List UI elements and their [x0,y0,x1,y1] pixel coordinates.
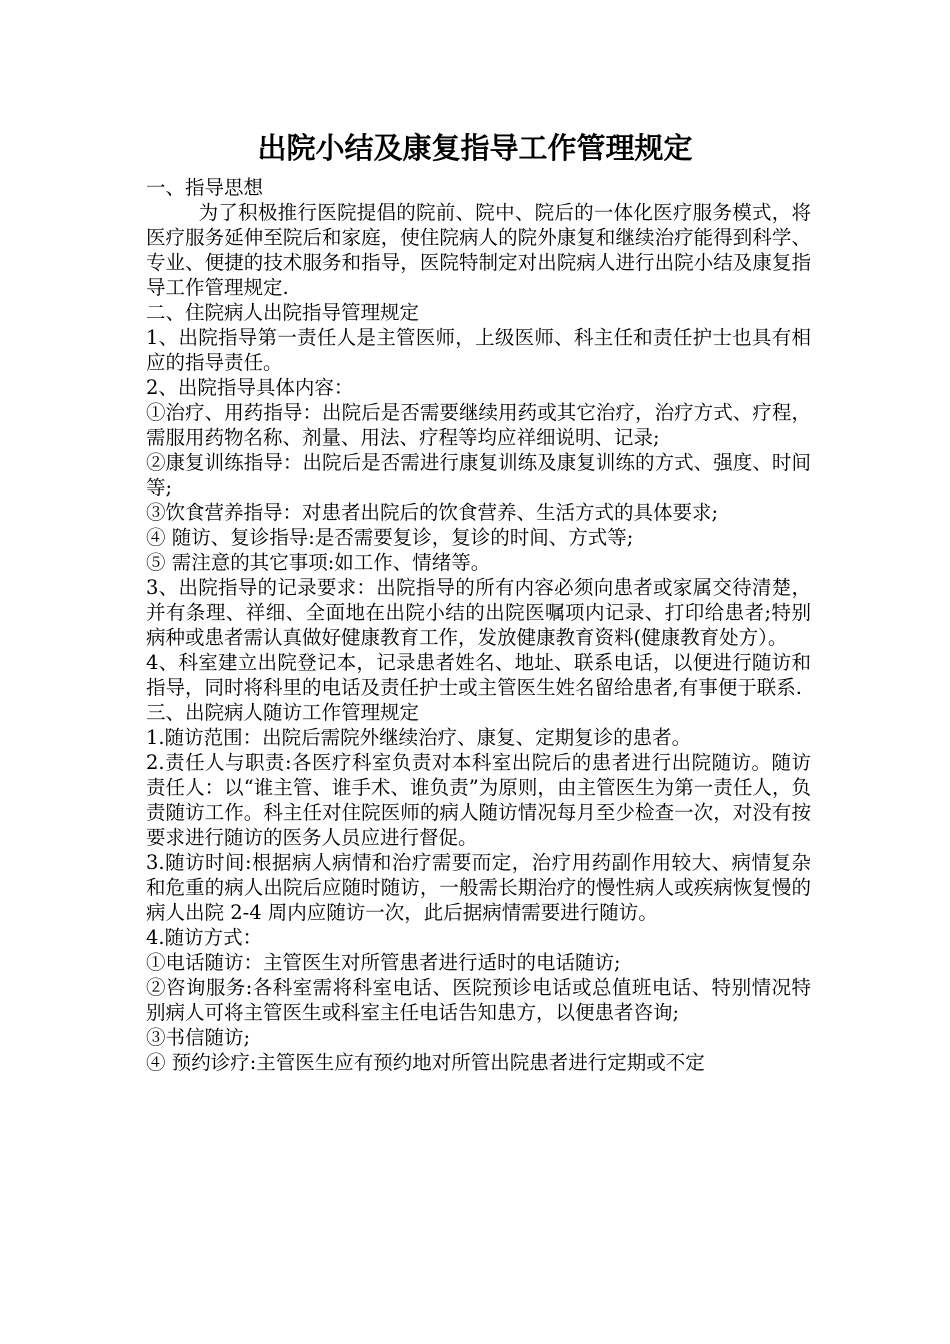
paragraph: 2、出院指导具体内容： [146,376,354,399]
list-item: ②咨询服务:各科室需将科室电话、医院预诊电话或总值班电话、特别情况特别病人可将主管医生或科室主任电话告知患方，以便患者咨询; [146,976,811,1024]
list-item: ③饮食营养指导：对患者出院后的饮食营养、生活方式的具体要求; [146,501,719,524]
document-body [146,175,811,1075]
list-item: ③书信随访; [146,1026,251,1049]
list-item: ①治疗、用药指导：出院后是否需要继续用药或其它治疗，治疗方式、疗程，需服用药物名称、剂量、用法、疗程等均应祥细说明、记录; [146,401,811,449]
section-heading: 二、住院病人出院指导管理规定 [146,301,420,324]
paragraph: 3.随访时间:根据病人病情和治疗需要而定，治疗用药副作用较大、病情复杂和危重的病人出院后应随时随访，一般需长期治疗的慢性病人或疾病恢复慢的病人出院 2-4 周内应随访一次，此后据病情需要进行随访。 [146,851,811,924]
paragraph: 4.随访方式： [146,926,263,949]
paragraph: 2.责任人与职责:各医疗科室负责对本科室出院后的患者进行出院随访。随访责任人：以“谁主管、谁手术、谁负责”为原则，由主管医生为第一责任人，负责随访工作。科主任对住院医师的病人随访情况每月至少检查一次，对没有按要求进行随访的医务人员应进行督促。 [146,751,811,849]
section-heading: 一、指导思想 [146,176,264,199]
paragraph: 1.随访范围：出院后需院外继续治疗、康复、定期复诊的患者。 [146,726,692,749]
list-item: ④ 随访、复诊指导:是否需要复诊，复诊的时间、方式等; [146,526,634,549]
list-item: ①电话随访：主管医生对所管患者进行适时的电话随访; [146,951,621,974]
section-heading: 三、出院病人随访工作管理规定 [146,701,420,724]
paragraph: 为了积极推行医院提倡的院前、院中、院后的一体化医疗服务模式，将医疗服务延伸至院后和家庭，使住院病人的院外康复和继续治疗能得到科学、专业、便捷的技术服务和指导，医院特制定对出院病人进行出院小结及康复指导工作管理规定. [146,201,811,299]
paragraph: 3、出院指导的记录要求：出院指导的所有内容必须向患者或家属交待清楚，并有条理、祥细、全面地在出院小结的出院医嘱项内记录、打印给患者;特别病种或患者需认真做好健康教育工作，发放健康教育资料(健康教育处方）。 [146,576,811,649]
paragraph: 4、科室建立出院登记本，记录患者姓名、地址、联系电话，以便进行随访和指导，同时将科里的电话及责任护士或主管医生姓名留给患者,有事便于联系. [146,651,811,699]
list-item: ④ 预约诊疗:主管医生应有预约地对所管出院患者进行定期或不定 [146,1051,705,1074]
document-title: 出院小结及康复指导工作管理规定 [257,131,693,165]
list-item: ⑤ 需注意的其它事项:如工作、情绪等。 [146,551,491,574]
list-item: ②康复训练指导：出院后是否需进行康复训练及康复训练的方式、强度、时间等; [146,451,811,499]
paragraph: 1、出院指导第一责任人是主管医师，上级医师、科主任和责任护士也具有相应的指导责任。 [146,326,811,374]
